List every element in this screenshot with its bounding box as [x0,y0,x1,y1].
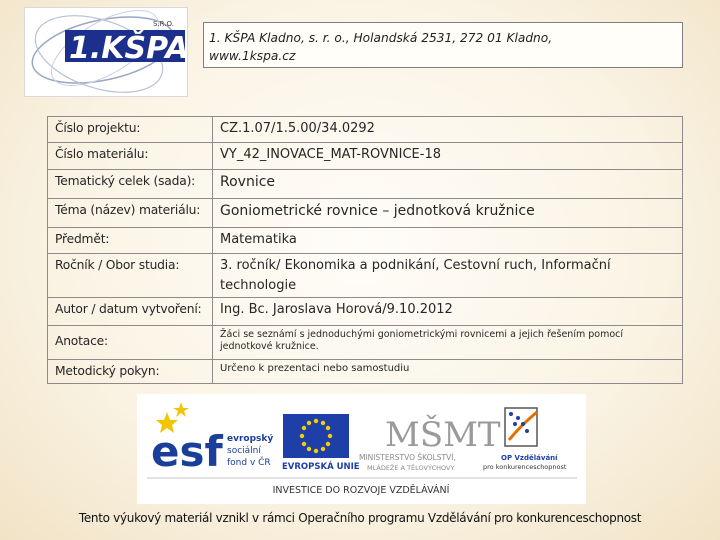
eu-label: EVROPSKÁ UNIE [282,462,360,472]
table-row [48,199,683,228]
logo-sro: S.R.O. [153,20,174,28]
banner-bottom-text: INVESTICE DO ROZVOJE VZDĚLÁVÁNÍ [272,485,450,496]
row-label: Číslo materiálu: [48,143,213,170]
msmt-logo: MŠMT [385,415,501,455]
row-label: Tematický celek (sada): [48,170,213,199]
footer-note: Tento výukový materiál vznikl v rámci Operačního programu Vzdělávání pro konkurenceschopnost [78,511,642,525]
op-line-1: OP Vzdělávání [501,454,558,462]
header-website: www.1kspa.cz [209,49,296,63]
table-row [48,326,683,360]
row-label: Anotace: [48,326,213,360]
row-label: Metodický pokyn: [48,360,213,384]
table-row [48,143,683,170]
table-row [48,360,683,384]
table-row [48,117,683,143]
row-label: Předmět: [48,228,213,254]
school-logo [24,7,188,97]
row-value: Ing. Bc. Jaroslava Horová/9.10.2012 [213,298,683,326]
header-address-box [203,22,683,68]
row-label: Číslo projektu: [48,117,213,143]
row-value: Určeno k prezentaci nebo samostudiu [213,360,683,384]
esf-line-1: evropský [227,434,274,444]
table-row [48,254,683,298]
row-value: Rovnice [213,170,683,199]
row-value: CZ.1.07/1.5.00/34.0292 [213,117,683,143]
logo-graphic [25,8,189,98]
row-value: Matematika [213,228,683,254]
row-label: Autor / datum vytvoření: [48,298,213,326]
project-info-table [47,116,683,384]
row-label: Téma (název) materiálu: [48,199,213,228]
esf-logo: esf [151,427,223,476]
row-value: Goniometrické rovnice – jednotková kružnice [213,199,683,228]
eu-funding-banner [137,394,586,504]
row-label: Ročník / Obor studia: [48,254,213,298]
table-row [48,298,683,326]
msmt-line-2: MLÁDEŽE A TĚLOVÝCHOVY [367,464,455,472]
op-line-2: pro konkurenceschopnost [483,463,567,471]
row-value: VY_42_INOVACE_MAT-ROVNICE-18 [213,143,683,170]
msmt-line-1: MINISTERSTVO ŠKOLSTVÍ, [359,453,456,462]
table-row [48,170,683,199]
header-line-1: 1. KŠPA Kladno, s. r. o., Holandská 2531, 272 01 Kladno, [209,31,553,45]
row-value: 3. ročník/ Ekonomika a podnikání, Cestovní ruch, Informační technologie [213,254,683,298]
esf-line-2: sociální [227,446,261,456]
star-icon [173,402,189,417]
table-row [48,228,683,254]
eu-banner-graphic [137,394,586,504]
row-value: Žáci se seznámí s jednoduchými goniometrickými rovnicemi a jejich řešením pomocí jednotkové kružnice. [213,326,683,360]
esf-line-3: fond v ČR [227,458,271,468]
logo-text: 1.KŠPA [69,31,189,66]
